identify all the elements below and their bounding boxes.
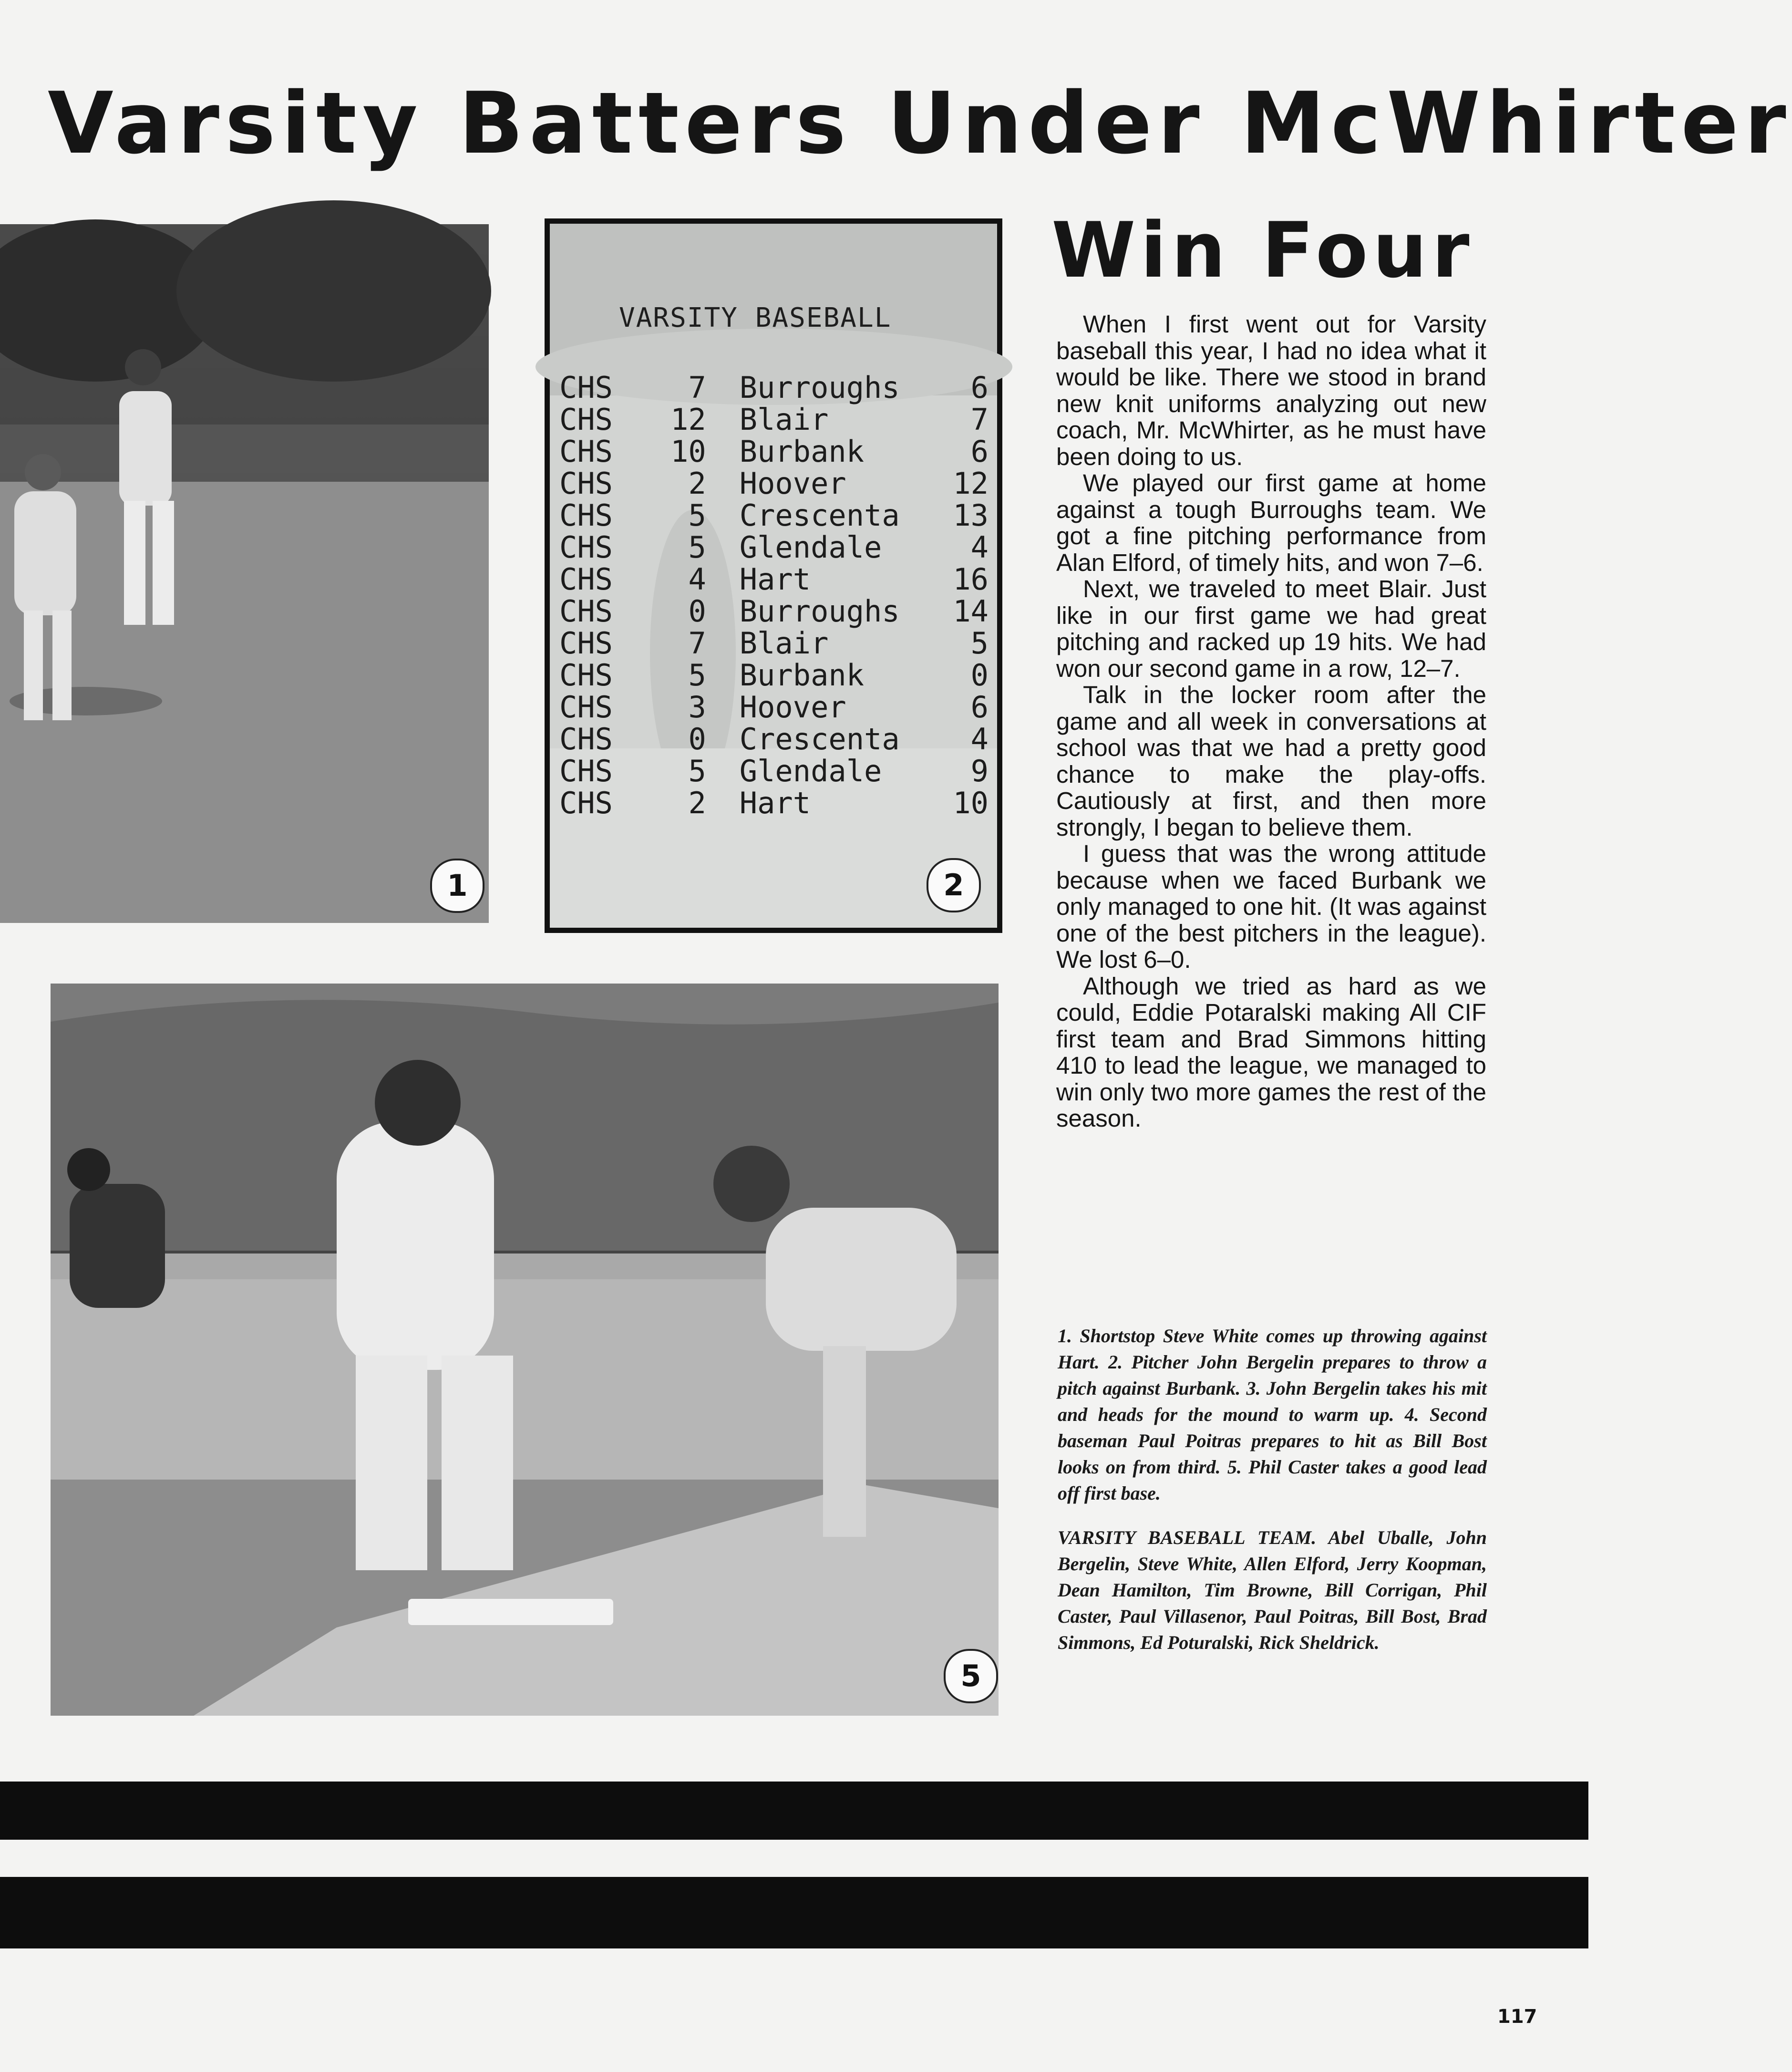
scoreboard-team: CHS — [559, 658, 613, 693]
scoreboard-opponent: Blair — [739, 626, 829, 661]
scoreboard-row — [559, 404, 989, 435]
scoreboard-team: CHS — [559, 690, 613, 725]
article-body — [1056, 311, 1486, 1132]
scoreboard-opponent-score: 13 — [953, 498, 989, 533]
page-title-continued: Win Four — [1051, 206, 1474, 295]
scoreboard-opponent: Burbank — [739, 658, 865, 693]
scoreboard-opponent-score: 7 — [970, 402, 989, 437]
article-paragraph: Talk in the locker room after the game and all week in conversations at school was that we had a pretty good chance to make the play-offs. Cautiously at first, and then more strongly, I began to believe them. — [1056, 681, 1486, 841]
scoreboard-row — [559, 659, 989, 691]
article-paragraph: When I first went out for Varsity baseball this year, I had no idea what it would be like. There we stood in brand new knit uniforms analyzing out new coach, Mr. McWhirter, as he must have been doing to us. — [1056, 311, 1486, 470]
scoreboard-team: CHS — [559, 786, 613, 820]
scoreboard-opponent-score: 6 — [970, 690, 989, 725]
photo-number-badge: 5 — [944, 1649, 998, 1703]
photo-number-badge: 2 — [927, 858, 981, 912]
scoreboard-team: CHS — [559, 370, 613, 405]
decorative-stripe — [0, 1782, 1588, 1840]
scoreboard-chs-score: 5 — [688, 754, 706, 788]
article-paragraph: Next, we traveled to meet Blair. Just like in our first game we had great pitching and racked up 19 hits. We had won our second game in a row, 12–7. — [1056, 575, 1486, 682]
scoreboard-chs-score: 0 — [688, 722, 706, 756]
scoreboard-opponent-score: 14 — [953, 594, 989, 629]
page-number: 117 — [1497, 2006, 1537, 2028]
scoreboard-title: VARSITY BASEBALL — [619, 302, 892, 333]
scoreboard-opponent-score: 0 — [970, 658, 989, 693]
scoreboard-chs-score: 4 — [688, 562, 706, 597]
scoreboard-row — [559, 787, 989, 819]
scoreboard-opponent-score: 16 — [953, 562, 989, 597]
scoreboard-row — [559, 531, 989, 563]
scoreboard-chs-score: 10 — [670, 434, 706, 469]
scoreboard-row — [559, 467, 989, 499]
scoreboard-chs-score: 7 — [688, 626, 706, 661]
scoreboard-opponent-score: 6 — [970, 370, 989, 405]
scoreboard-opponent-score: 4 — [970, 530, 989, 565]
scoreboard-opponent: Crescenta — [739, 722, 900, 756]
page-title: Varsity Batters Under McWhirter — [48, 74, 1792, 173]
scoreboard-chs-score: 2 — [688, 466, 706, 501]
scoreboard-row — [559, 372, 989, 404]
photo-number-badge: 1 — [430, 859, 484, 913]
scoreboard-opponent: Burroughs — [739, 594, 900, 629]
scoreboard-chs-score: 7 — [688, 370, 706, 405]
scoreboard-row — [559, 563, 989, 595]
scoreboard-row — [559, 435, 989, 467]
scoreboard-opponent: Burbank — [739, 434, 865, 469]
scoreboard-card — [545, 218, 1002, 933]
scoreboard-row — [559, 691, 989, 723]
scoreboard-row — [559, 755, 989, 787]
team-roster — [1058, 1524, 1487, 1656]
scoreboard-table — [559, 372, 989, 819]
scoreboard-team: CHS — [559, 402, 613, 437]
article-paragraph: I guess that was the wrong attitude because when we faced Burbank we only managed to one hit. (It was against one of the best pitchers in the league). We lost 6–0. — [1056, 840, 1486, 973]
article-paragraph: Although we tried as hard as we could, Eddie Potaralski making All CIF first team and Brad Simmons hitting 410 to lead the league, we managed to win only two more games the rest of the season. — [1056, 972, 1486, 1132]
scoreboard-opponent: Hoover — [739, 466, 846, 501]
scoreboard-team: CHS — [559, 530, 613, 565]
scoreboard-opponent: Hart — [739, 562, 811, 597]
photo-lead-off-first-base — [51, 984, 999, 1716]
photo-shortstop-throwing — [0, 224, 489, 923]
scoreboard-team: CHS — [559, 722, 613, 756]
scoreboard-opponent-score: 12 — [953, 466, 989, 501]
scoreboard-team: CHS — [559, 434, 613, 469]
scoreboard-opponent: Crescenta — [739, 498, 900, 533]
article-paragraph: We played our first game at home against a tough Burroughs team. We got a fine pitching performance from Alan Elford, of timely hits, and won 7–6. — [1056, 469, 1486, 576]
scoreboard-chs-score: 2 — [688, 786, 706, 820]
scoreboard-opponent-score: 10 — [953, 786, 989, 820]
scoreboard-row — [559, 499, 989, 531]
scoreboard-chs-score: 5 — [688, 658, 706, 693]
scoreboard-chs-score: 3 — [688, 690, 706, 725]
scoreboard-opponent-score: 9 — [970, 754, 989, 788]
team-roster-heading: VARSITY BASEBALL TEAM. — [1058, 1527, 1317, 1548]
scoreboard-chs-score: 5 — [688, 530, 706, 565]
scoreboard-chs-score: 5 — [688, 498, 706, 533]
scoreboard-opponent-score: 6 — [970, 434, 989, 469]
scoreboard-row — [559, 595, 989, 627]
scoreboard-opponent: Burroughs — [739, 370, 900, 405]
scoreboard-team: CHS — [559, 594, 613, 629]
scoreboard-opponent: Glendale — [739, 754, 882, 788]
scoreboard-chs-score: 0 — [688, 594, 706, 629]
scoreboard-row — [559, 723, 989, 755]
scoreboard-team: CHS — [559, 498, 613, 533]
scoreboard-opponent: Blair — [739, 402, 829, 437]
team-roster-names: Abel Uballe, John Bergelin, Steve White, Allen Elford, Jerry Koopman, Dean Hamilton, Tim Browne, Bill Corrigan, Phil Caster, Paul Villasenor, Paul Poitras, Bill Bost, Brad Simmons, Ed Poturalski, Rick Sheldrick. — [1058, 1527, 1487, 1653]
scoreboard-team: CHS — [559, 562, 613, 597]
scoreboard-team: CHS — [559, 754, 613, 788]
scoreboard-row — [559, 627, 989, 659]
scoreboard-team: CHS — [559, 466, 613, 501]
scoreboard-opponent-score: 4 — [970, 722, 989, 756]
scoreboard-chs-score: 12 — [670, 402, 706, 437]
decorative-stripe — [0, 1877, 1588, 1948]
scoreboard-opponent: Hoover — [739, 690, 846, 725]
captions-block — [1058, 1323, 1487, 1674]
scoreboard-team: CHS — [559, 626, 613, 661]
scoreboard-opponent-score: 5 — [970, 626, 989, 661]
scoreboard-opponent: Hart — [739, 786, 811, 820]
photo-captions: 1. Shortstop Steve White comes up throwing against Hart. 2. Pitcher John Bergelin prepares to throw a pitch against Burbank. 3. John Bergelin takes his mit and heads for the mound to warm up. 4. Second baseman Paul Poitras prepares to hit as Bill Bost looks on from third. 5. Phil Caster takes a good lead off first base. — [1058, 1325, 1487, 1504]
scoreboard-opponent: Glendale — [739, 530, 882, 565]
